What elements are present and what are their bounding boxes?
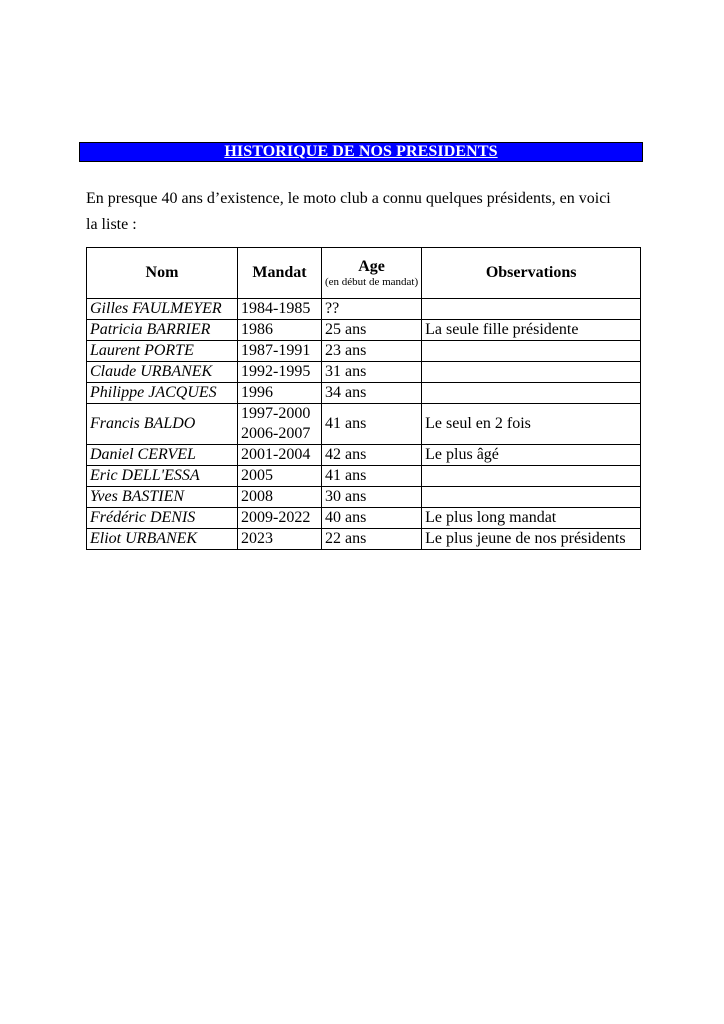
header-nom: Nom	[87, 248, 238, 299]
cell-nom: Gilles FAULMEYER	[87, 299, 238, 320]
title-banner	[79, 142, 643, 162]
cell-nom: Philippe JACQUES	[87, 383, 238, 404]
header-mandat: Mandat	[238, 248, 322, 299]
header-age-subtitle: (en début de mandat)	[325, 276, 419, 288]
cell-age: 34 ans	[322, 383, 422, 404]
cell-observations	[422, 466, 641, 487]
table-body	[87, 299, 641, 550]
page-title: HISTORIQUE DE NOS PRESIDENTS	[224, 143, 498, 160]
cell-mandat: 2001-2004	[238, 445, 322, 466]
cell-mandat: 1992-1995	[238, 362, 322, 383]
cell-mandat: 2008	[238, 487, 322, 508]
cell-mandat: 1996	[238, 383, 322, 404]
table-row	[87, 487, 641, 508]
cell-mandat: 2009-2022	[238, 508, 322, 529]
cell-nom: Yves BASTIEN	[87, 487, 238, 508]
cell-nom: Eliot URBANEK	[87, 529, 238, 550]
presidents-table	[86, 247, 641, 550]
header-observations: Observations	[422, 248, 641, 299]
table-row	[87, 404, 641, 445]
table-row	[87, 445, 641, 466]
cell-mandat: 1984-1985	[238, 299, 322, 320]
cell-observations: La seule fille présidente	[422, 320, 641, 341]
cell-observations: Le seul en 2 fois	[422, 404, 641, 445]
cell-nom: Claude URBANEK	[87, 362, 238, 383]
cell-age: 40 ans	[322, 508, 422, 529]
cell-observations: Le plus jeune de nos présidents	[422, 529, 641, 550]
cell-mandat: 1987-1991	[238, 341, 322, 362]
table-row	[87, 320, 641, 341]
table-row	[87, 529, 641, 550]
cell-age: 41 ans	[322, 404, 422, 445]
cell-age: 42 ans	[322, 445, 422, 466]
cell-mandat: 2023	[238, 529, 322, 550]
table-row	[87, 362, 641, 383]
cell-age: 23 ans	[322, 341, 422, 362]
table-row	[87, 466, 641, 487]
header-age-label: Age	[358, 258, 385, 275]
cell-nom: Laurent PORTE	[87, 341, 238, 362]
cell-nom: Eric DELL'ESSA	[87, 466, 238, 487]
intro-paragraph: En presque 40 ans d’existence, le moto club a connu quelques présidents, en voici la liste :	[86, 190, 611, 233]
cell-mandat: 1986	[238, 320, 322, 341]
cell-observations	[422, 341, 641, 362]
cell-observations	[422, 487, 641, 508]
table-row	[87, 383, 641, 404]
mandat-period: 1997-2000	[241, 405, 311, 422]
cell-mandat	[238, 404, 322, 445]
cell-mandat: 2005	[238, 466, 322, 487]
table-row	[87, 341, 641, 362]
header-age	[322, 248, 422, 299]
cell-observations: Le plus long mandat	[422, 508, 641, 529]
cell-observations	[422, 299, 641, 320]
cell-observations: Le plus âgé	[422, 445, 641, 466]
table-row	[87, 508, 641, 529]
mandat-period: 2006-2007	[241, 425, 311, 442]
cell-observations	[422, 362, 641, 383]
cell-age: 22 ans	[322, 529, 422, 550]
cell-age: 25 ans	[322, 320, 422, 341]
cell-nom: Daniel CERVEL	[87, 445, 238, 466]
cell-nom: Francis BALDO	[87, 404, 238, 445]
table-header-row	[87, 248, 641, 299]
cell-observations	[422, 383, 641, 404]
cell-age: 41 ans	[322, 466, 422, 487]
cell-age: ??	[322, 299, 422, 320]
cell-nom: Frédéric DENIS	[87, 508, 238, 529]
table-row	[87, 299, 641, 320]
cell-nom: Patricia BARRIER	[87, 320, 238, 341]
cell-age: 31 ans	[322, 362, 422, 383]
cell-age: 30 ans	[322, 487, 422, 508]
